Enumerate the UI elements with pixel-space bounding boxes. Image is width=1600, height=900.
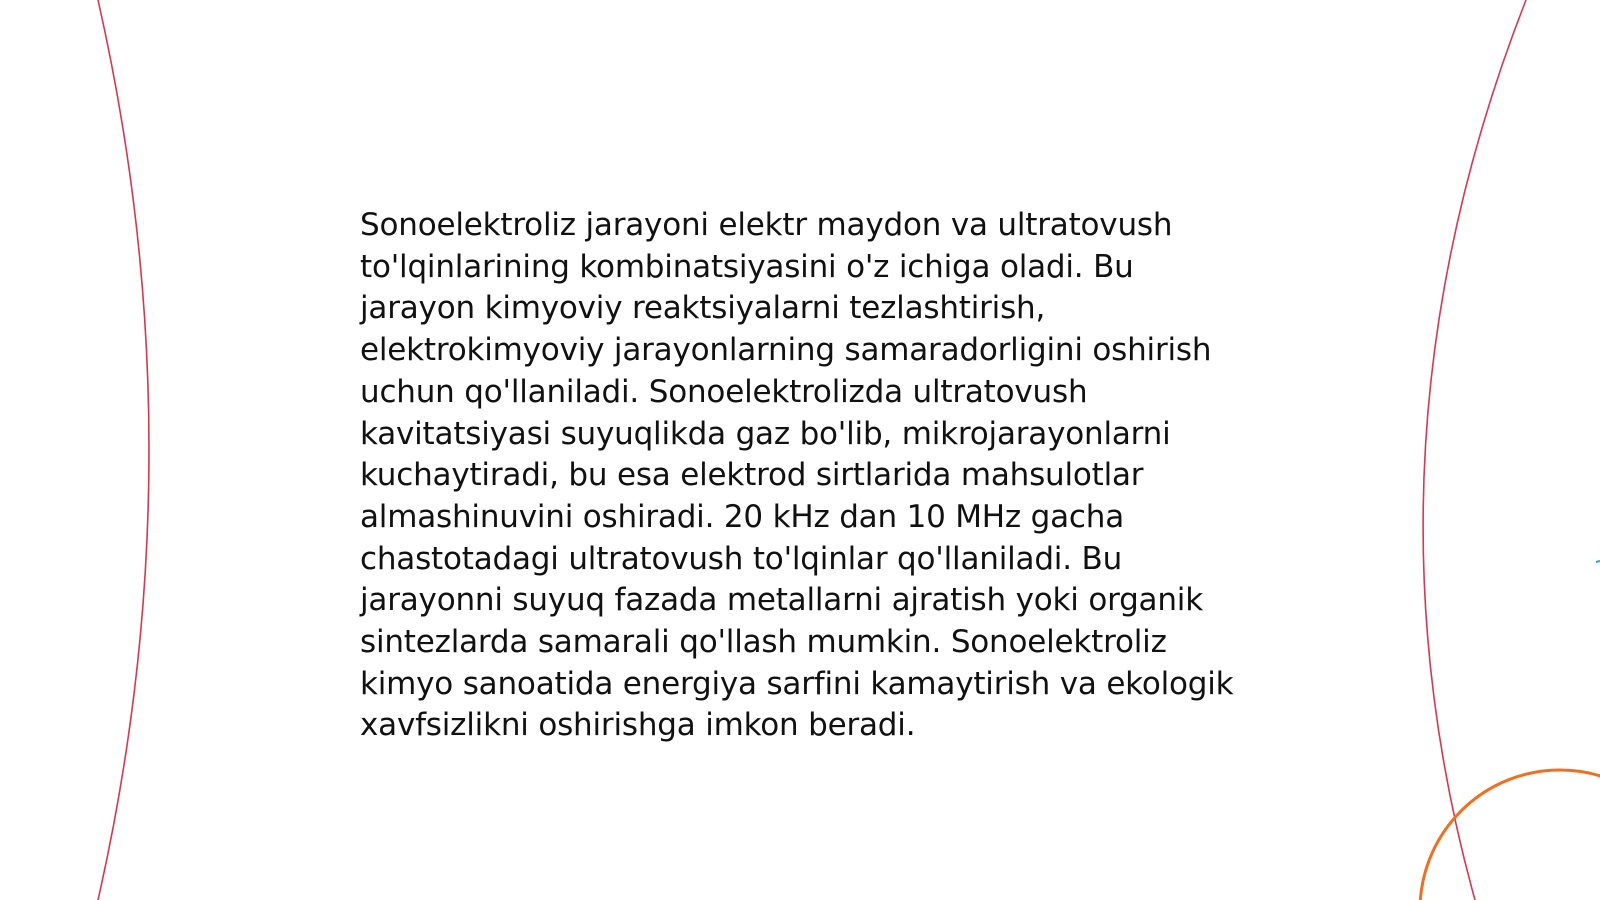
left-arc-decoration: [98, 0, 149, 900]
right-arc-decoration: [1423, 0, 1526, 900]
orange-circle-decoration: [1420, 770, 1600, 900]
teal-mark-decoration: [1596, 561, 1600, 562]
slide-body-text: Sonoelektroliz jarayoni elektr maydon va ultratovush to'lqinlarining kombinatsiyasini o'z ichiga oladi. Bu jarayon kimyoviy reaktsiyalarni tezlashtirish, elektrokimyoviy jarayonlarning samaradorligini oshirish uchun qo'llaniladi. Sonoelektrolizda ultratovush kavitatsiyasi suyuqlikda gaz bo'lib, mikrojarayonlarni kuchaytiradi, bu esa elektrod sirtlarida mahsulotlar almashinuvini oshiradi. 20 kHz dan 10 MHz gacha chastotadagi ultratovush to'lqinlar qo'llaniladi. Bu jarayonni suyuq fazada metallarni ajratish yoki organik sintezlarda samarali qo'llash mumkin. Sonoelektroliz kimyo sanoatida energiya sarfini kamaytirish va ekologik xavfsizlikni oshirishga imkon beradi.: [360, 207, 1234, 744]
